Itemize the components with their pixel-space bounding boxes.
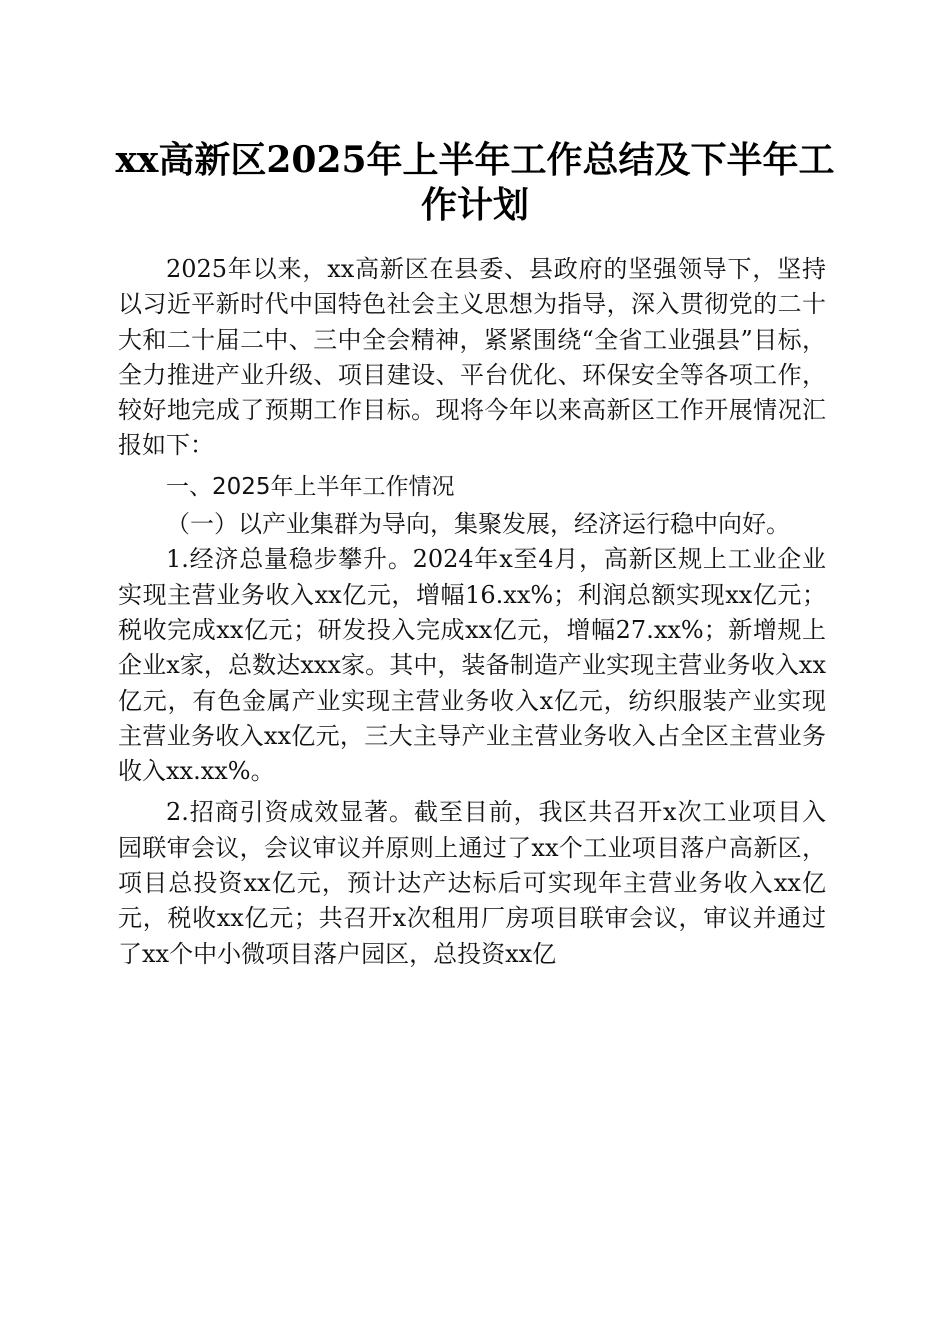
intro-paragraph: 2025年以来，xx高新区在县委、县政府的坚强领导下，坚持以习近平新时代中国特色社会主义思想为指导，深入贯彻党的二十大和二十届二中、三中全会精神，紧紧围绕“全省工业强县”目标，全力推进产业升级、项目建设、平台优化、环保安全等各项工作，较好地完成了预期工作目标。现将今年以来高新区工作开展情况汇报如下： xyxy=(118,255,826,460)
item-paragraph-1: 1.经济总量稳步攀升。2024年x至4月，高新区规上工业企业实现主营业务收入xx亿元，增幅16.xx%；利润总额实现xx亿元；税收完成xx亿元；研发投入完成xx亿元，增幅27.xx%；新增规上企业x家，总数达xxx家。其中，装备制造产业实现主营业务收入xx亿元，有色金属产业实现主营业务收入x亿元，纺织服装产业实现主营业务收入xx亿元，三大主导产业主营业务收入占全区主营业务收入xx.xx%。 xyxy=(118,545,826,786)
document-title: xx高新区2025年上半年工作总结及下半年工作计划 xyxy=(115,139,835,226)
subsection-heading-1: （一）以产业集群为导向，集聚发展，经济运行稳中向好。 xyxy=(166,510,790,539)
item-paragraph-2: 2.招商引资成效显著。截至目前，我区共召开x次工业项目入园联审会议，会议审议并原则上通过了xx个工业项目落户高新区，项目总投资xx亿元，预计达产达标后可实现年主营业务收入xx亿元，税收xx亿元；共召开x次租用厂房项目联审会议，审议并通过了xx个中小微项目落户园区，总投资xx亿 xyxy=(118,798,826,968)
document-body xyxy=(118,252,826,972)
section-heading-1: 一、2025年上半年工作情况 xyxy=(166,473,455,500)
